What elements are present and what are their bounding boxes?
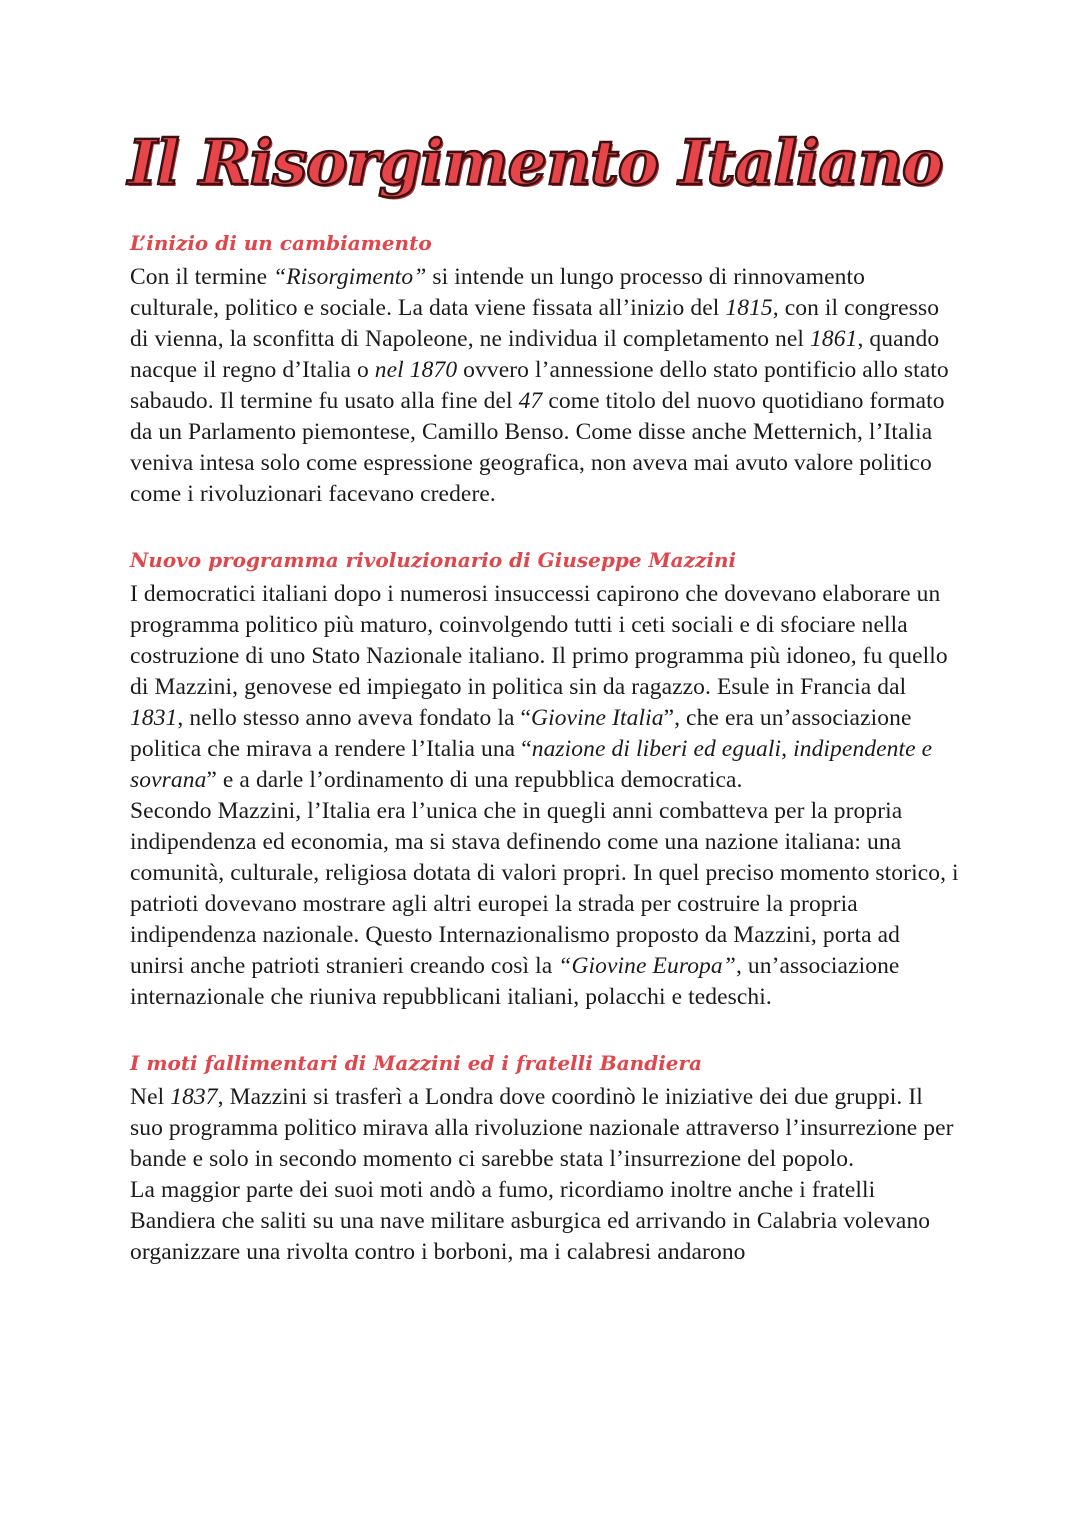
text-run: ovvero l’annessione dello stato pontificio allo stato sabaudo. Il termine fu usato alla fine del xyxy=(130,357,949,414)
document-body xyxy=(130,224,960,1268)
italic-text-run: 1815, xyxy=(725,295,779,321)
text-run: ” e a darle l’ordinamento di una repubblica democratica. xyxy=(206,767,743,793)
text-run: Nel xyxy=(130,1084,171,1110)
text-run: ”, che era un’associazione politica che mirava a rendere l’Italia una “ xyxy=(130,705,912,762)
italic-text-run: 47 xyxy=(518,388,543,414)
text-run: Con il termine xyxy=(130,264,274,290)
text-run: si intende un lungo processo di rinnovamento culturale, politico e sociale. La data viene fissata all’inizio del xyxy=(130,264,865,321)
paragraph xyxy=(130,1082,960,1175)
text-run: , un’associazione internazionale che riuniva repubblicani italiani, polacchi e tedeschi. xyxy=(130,953,900,1010)
italic-text-run: Giovine Italia xyxy=(531,705,664,731)
text-run: , nello stesso anno aveva fondato la “ xyxy=(177,705,531,731)
italic-text-run: 1837 xyxy=(170,1084,218,1110)
text-run: , Mazzini si trasferì a Londra dove coordinò le iniziative dei due gruppi. Il suo programma politico mirava alla rivoluzione nazionale attraverso l’insurrezione per bande e solo in secondo momento ci sarebbe stata l’insurrezione del popolo. xyxy=(130,1084,954,1172)
italic-text-run: “Giovine Europa” xyxy=(558,953,736,979)
paragraph xyxy=(130,796,960,1013)
text-run: La maggior parte dei suoi moti andò a fumo, ricordiamo inoltre anche i fratelli Bandiera che saliti su una nave militare asburgica ed arrivando in Calabria volevano organizzare una rivolta contro i borboni, ma i calabresi andarono xyxy=(130,1177,931,1265)
section-spacer xyxy=(130,1013,960,1044)
section-spacer xyxy=(130,510,960,541)
italic-text-run: nazione di liberi ed eguali, indipendente e sovrana xyxy=(130,736,933,793)
text-run: con il congresso di vienna, la sconfitta di Napoleone, ne individua il completamento nel xyxy=(130,295,940,352)
text-run: Secondo Mazzini, l’Italia era l’unica che in quegli anni combatteva per la propria indipendenza ed economia, ma si stava definendo come una nazione italiana: una comunità, culturale, religiosa dotata di valori propri. In quel preciso momento storico, i patrioti dovevano mostrare agli altri europei la strada per costruire la propria indipendenza nazionale. Questo Internazionalismo proposto da Mazzini, porta ad unirsi anche patrioti stranieri creando così la xyxy=(130,798,959,979)
text-run: , quando nacque il regno d’Italia o xyxy=(130,326,940,383)
paragraph xyxy=(130,1175,960,1268)
italic-text-run: nel 1870 xyxy=(374,357,458,383)
paragraph xyxy=(130,579,960,796)
italic-text-run: “Risorgimento” xyxy=(273,264,427,290)
italic-text-run: 1861 xyxy=(810,326,858,352)
italic-text-run: 1831 xyxy=(130,705,178,731)
document-title: Il Risorgimento Italiano xyxy=(128,126,943,199)
section-heading: L’inizio di un cambiamento xyxy=(130,231,432,255)
section-heading: Nuovo programma rivoluzionario di Giuseppe Mazzini xyxy=(130,548,737,572)
section-heading: I moti fallimentari di Mazzini ed i fratelli Bandiera xyxy=(130,1051,703,1075)
text-run: I democratici italiani dopo i numerosi insuccessi capirono che dovevano elaborare un programma politico più maturo, coinvolgendo tutti i ceti sociali e di sfociare nella costruzione di uno Stato Nazionale italiano. Il primo programma più idoneo, fu quello di Mazzini, genovese ed impiegato in politica sin da ragazzo. Esule in Francia dal xyxy=(130,581,948,700)
paragraph xyxy=(130,262,960,510)
text-run: come titolo del nuovo quotidiano formato da un Parlamento piemontese, Camillo Benso. Come disse anche Metternich, l’Italia veniva intesa solo come espressione geografica, non aveva mai avuto valore politico come i rivoluzionari facevano credere. xyxy=(130,388,945,507)
